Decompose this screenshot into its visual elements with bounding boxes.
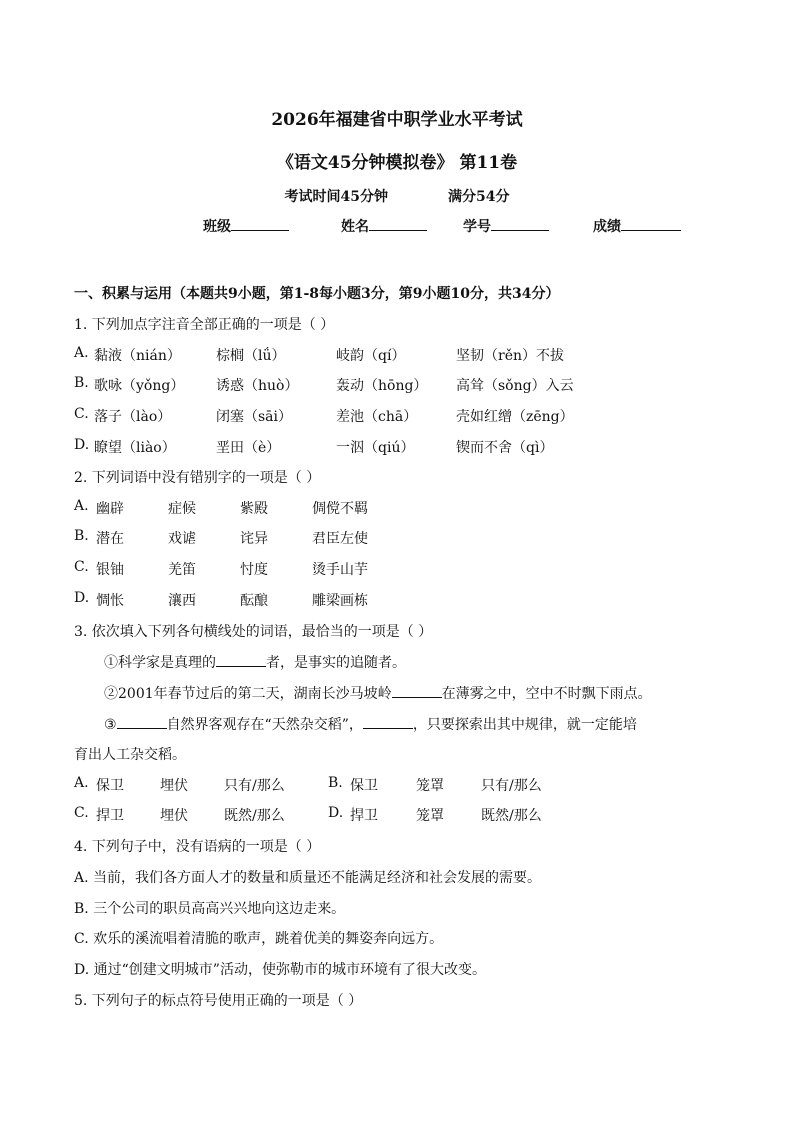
q4-option-c: C. 欢乐的溪流唱着清脆的歌声，跳着优美的舞姿奔向远方。: [74, 931, 444, 947]
q4-option-d: D. 通过“创建文明城市”活动，使弥勒市的城市环境有了很大改变。: [74, 962, 486, 978]
full-score: 满分54分: [448, 189, 510, 205]
q4-option-a: A. 当前，我们各方面人才的数量和质量还不能满足经济和社会发展的需要。: [74, 870, 542, 886]
exam-subtitle: 《语文45分钟模拟卷》 第11卷: [276, 153, 518, 173]
q4-stem: 4. 下列句子中，没有语病的一项是（ ）: [74, 839, 321, 855]
q3-sentence-2: ②2001年春节过后的第二天，湖南长沙马坡岭 在薄雾之中，空中不时飘下雨点。: [104, 686, 652, 702]
q5-stem: 5. 下列句子的标点符号使用正确的一项是（ ）: [74, 993, 363, 1009]
q3-sentence-1: ①科学家是真理的 者，是事实的追随者。: [104, 655, 406, 671]
score-field: 成绩: [593, 216, 681, 236]
q3-sentence-3-cont: 育出人工杂交稻。: [74, 747, 186, 763]
section-heading: 一、积累与运用（本题共9小题，第1-8每小题3分，第9小题10分，共34分）: [74, 286, 560, 302]
name-field: 姓名: [341, 216, 427, 236]
class-field: 班级: [203, 216, 289, 236]
q1-stem: 1. 下列加点字注音全部正确的一项是（ ）: [74, 317, 335, 333]
exam-meta: [0, 186, 794, 206]
q2-stem: 2. 下列词语中没有错别字的一项是（ ）: [74, 470, 321, 486]
student-id-field: 学号: [463, 216, 549, 236]
q3-sentence-3: ③ 自然界客观存在“天然杂交稻”， ，只要探索出其中规律，就一定能培: [104, 717, 637, 733]
exam-time: 考试时间45分钟: [284, 189, 388, 205]
exam-title: 2026年福建省中职学业水平考试: [271, 110, 523, 130]
q4-option-b: B. 三个公司的职员高高兴兴地向这边走来。: [74, 901, 346, 917]
q3-stem: 3. 依次填入下列各句横线处的词语，最恰当的一项是（ ）: [74, 624, 433, 640]
